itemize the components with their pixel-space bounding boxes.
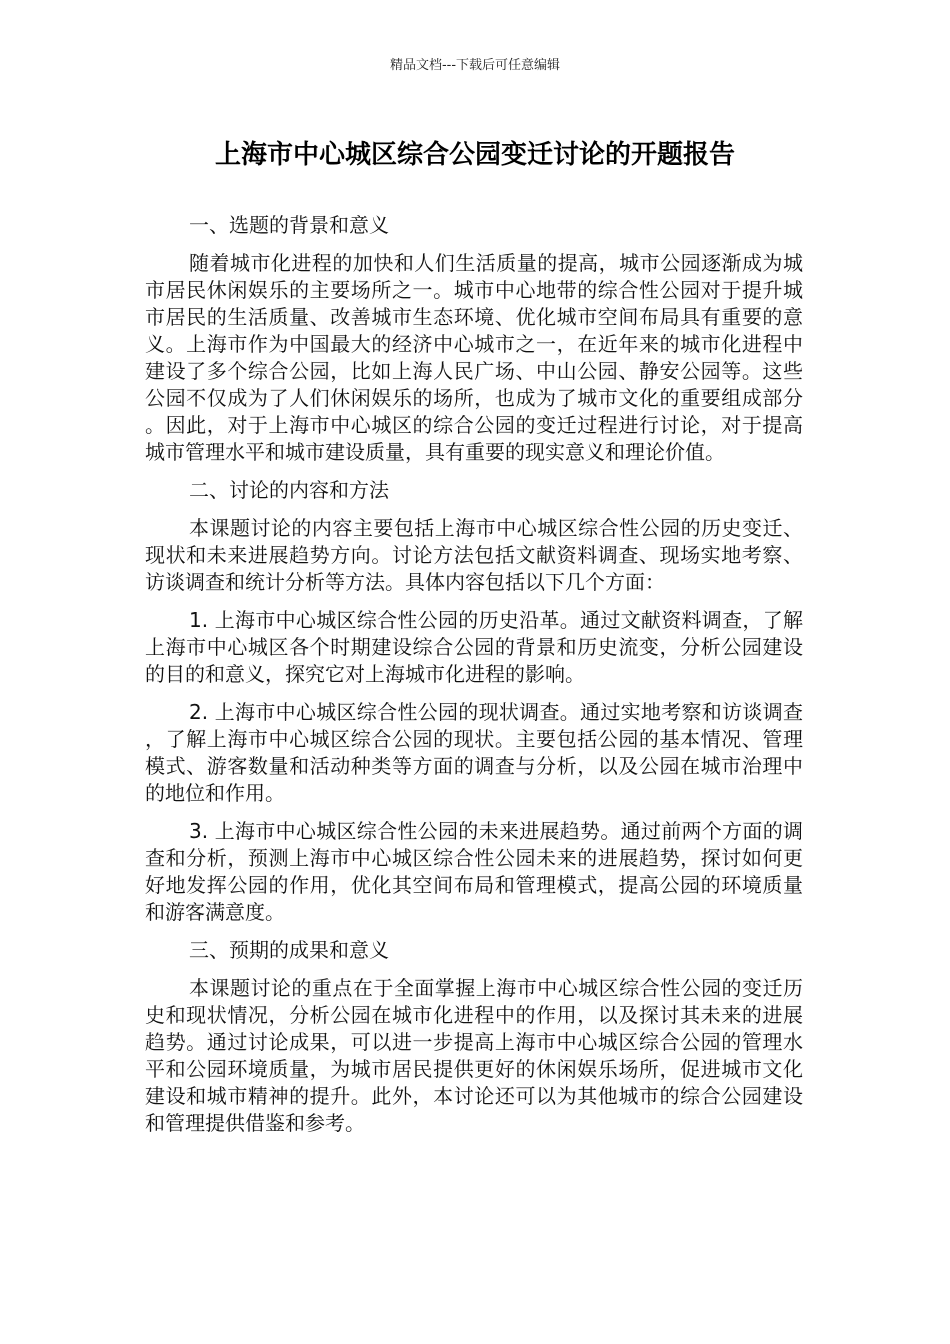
section-background [145,212,803,466]
section-heading: 一、选题的背景和意义 [189,213,389,237]
body-paragraph: 本课题讨论的重点在于全面掌握上海市中心城区综合性公园的变迁历史和现状情况，分析公园在城市化进程中的作用，以及探讨其未来的进展趋势。通过讨论成果，可以进一步提高上海市中心城区综合公园的管理水平和公园环境质量，为城市居民提供更好的休闲娱乐场所，促进城市文化建设和城市精神的提升。此外，本讨论还可以为其他城市的综合公园建设和管理提供借鉴和参考。 [145,976,803,1135]
list-item-paragraph: 3. 上海市中心城区综合性公园的未来进展趋势。通过前两个方面的调查和分析，预测上海市中心城区综合性公园未来的进展趋势，探讨如何更好地发挥公园的作用，优化其空间布局和管理模式，提高公园的环境质量和游客满意度。 [145,819,803,924]
list-item-paragraph: 2. 上海市中心城区综合性公园的现状调查。通过实地考察和访谈调查，了解上海市中心城区综合公园的现状。主要包括公园的基本情况、管理模式、游客数量和活动种类等方面的调查与分析，以及公园在城市治理中的地位和作用。 [145,700,803,805]
section-expected-results [145,937,803,1137]
document-title: 上海市中心城区综合公园变迁讨论的开题报告 [214,140,735,170]
section-heading: 二、讨论的内容和方法 [189,478,389,502]
section-content-methods [145,477,803,926]
document-body [145,212,803,1148]
section-heading: 三、预期的成果和意义 [189,938,389,962]
body-paragraph: 随着城市化进程的加快和人们生活质量的提高，城市公园逐渐成为城市居民休闲娱乐的主要场所之一。城市中心地带的综合性公园对于提升城市居民的生活质量、改善城市生态环境、优化城市空间布局具有重要的意义。上海市作为中国最大的经济中心城市之一，在近年来的城市化进程中建设了多个综合公园，比如上海人民广场、中山公园、静安公园等。这些公园不仅成为了人们休闲娱乐的场所，也成为了城市文化的重要组成部分。因此，对于上海市中心城区的综合公园的变迁过程进行讨论，对于提高城市管理水平和城市建设质量，具有重要的现实意义和理论价值。 [145,251,803,464]
page-header-note: 精品文档---下载后可任意编辑 [389,58,561,73]
list-item-paragraph: 1. 上海市中心城区综合性公园的历史沿革。通过文献资料调查，了解上海市中心城区各个时期建设综合公园的背景和历史流变，分析公园建设的目的和意义，探究它对上海城市化进程的影响。 [145,608,803,686]
body-paragraph: 本课题讨论的内容主要包括上海市中心城区综合性公园的历史变迁、现状和未来进展趋势方向。讨论方法包括文献资料调查、现场实地考察、访谈调查和统计分析等方法。具体内容包括以下几个方面： [145,516,803,594]
